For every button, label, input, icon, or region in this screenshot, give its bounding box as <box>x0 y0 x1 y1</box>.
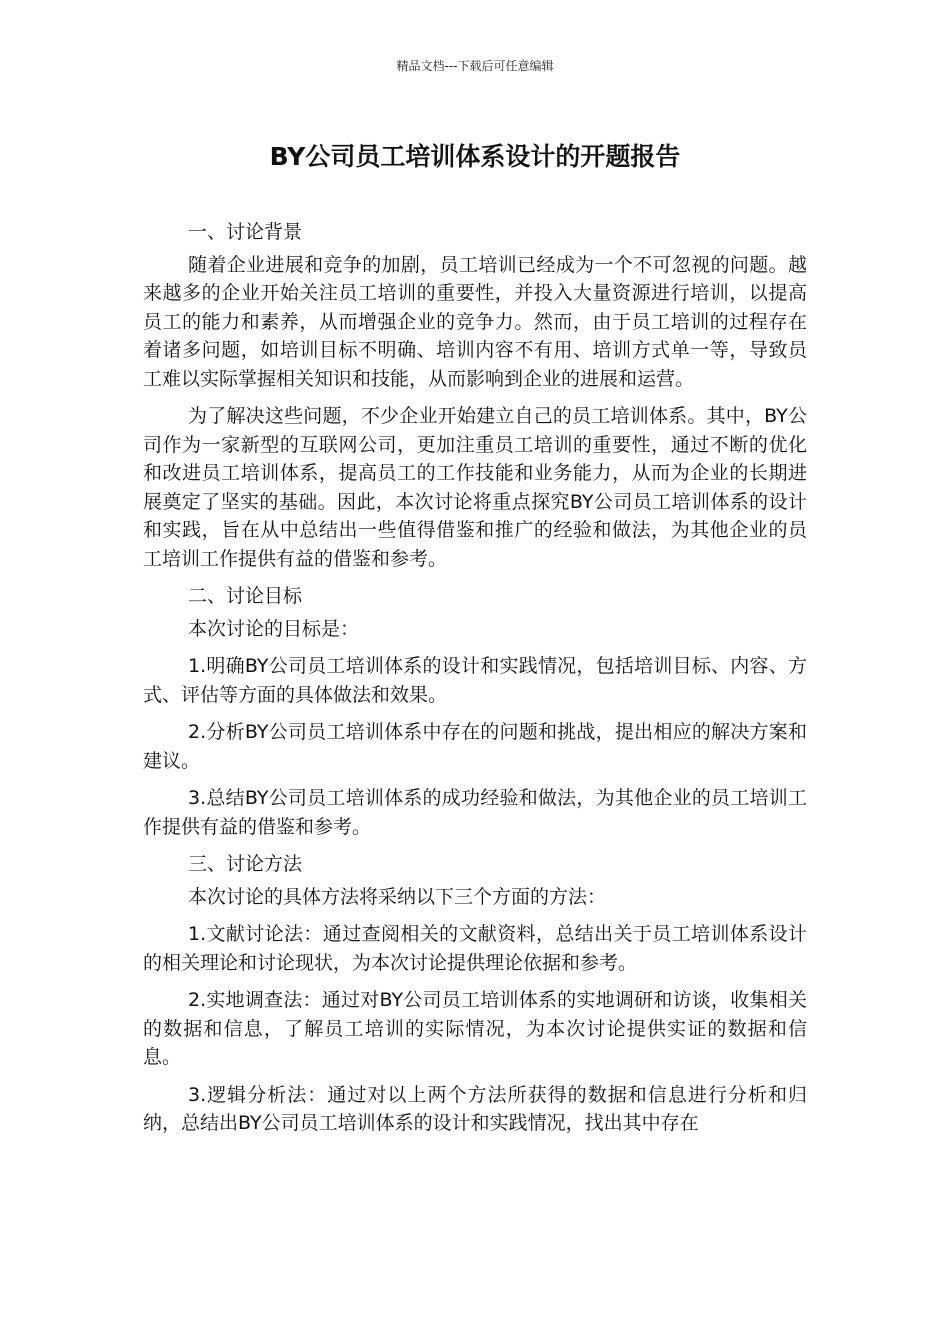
section-heading-methods: 三、讨论方法 <box>188 853 303 875</box>
list-item: 2.实地调查法：通过对BY公司员工培训体系的实地调研和访谈，收集相关的数据和信息，了解员工培训的实际情况，为本次讨论提供实证的数据和信息。 <box>143 989 807 1068</box>
list-item: 3.总结BY公司员工培训体系的成功经验和做法，为其他企业的员工培训工作提供有益的借鉴和参考。 <box>143 787 807 838</box>
paragraph: 随着企业进展和竞争的加剧，员工培训已经成为一个不可忽视的问题。越来越多的企业开始关注员工培训的重要性，并投入大量资源进行培训，以提高员工的能力和素养，从而增强企业的竞争力。然而，由于员工培训的过程存在着诸多问题，如培训目标不明确、培训内容不有用、培训方式单一等，导致员工难以实际掌握相关知识和技能，从而影响到企业的进展和运营。 <box>143 253 807 390</box>
document-title: BY公司员工培训体系设计的开题报告 <box>269 142 681 171</box>
paragraph: 本次讨论的具体方法将采纳以下三个方面的方法： <box>188 885 607 908</box>
list-item: 1.明确BY公司员工培训体系的设计和实践情况，包括培训目标、内容、方式、评估等方面的具体做法和效果。 <box>143 655 807 706</box>
list-item: 1.文献讨论法：通过查阅相关的文献资料，总结出关于员工培训体系设计的相关理论和讨论现状，为本次讨论提供理论依据和参考。 <box>143 923 807 974</box>
header-note: 精品文档---下载后可任意编辑 <box>396 59 554 73</box>
list-item: 2.分析BY公司员工培训体系中存在的问题和挑战，提出相应的解决方案和建议。 <box>143 721 807 772</box>
section-heading-objectives: 二、讨论目标 <box>188 585 303 607</box>
paragraph: 为了解决这些问题，不少企业开始建立自己的员工培训体系。其中，BY公司作为一家新型的互联网公司，更加注重员工培训的重要性，通过不断的优化和改进员工培训体系，提高员工的工作技能和业务能力，从而为企业的长期进展奠定了坚实的基础。因此，本次讨论将重点探究BY公司员工培训体系的设计和实践，旨在从中总结出一些值得借鉴和推广的经验和做法，为其他企业的员工培训工作提供有益的借鉴和参考。 <box>143 405 807 570</box>
list-item: 3.逻辑分析法：通过对以上两个方法所获得的数据和信息进行分析和归纳，总结出BY公司员工培训体系的设计和实践情况，找出其中存在 <box>143 1083 807 1134</box>
document-body <box>143 214 807 1147</box>
paragraph: 本次讨论的目标是： <box>188 617 360 640</box>
section-heading-background: 一、讨论背景 <box>188 221 303 243</box>
